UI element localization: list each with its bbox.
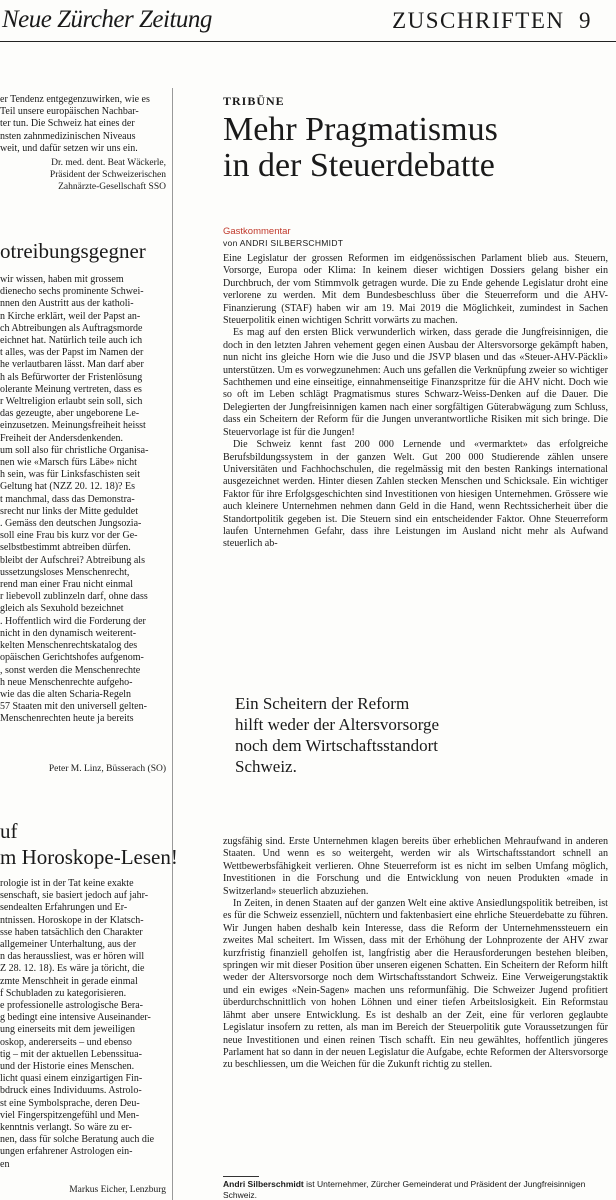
paragraph: zugsfähig sind. Erste Unternehmen klagen bereits über erheblichen Mehraufwand in anderen Staaten. Und wenn es so weitergeht, werden wir als Wirtschaftsstandort schnell an Wettbewerbsfähigkeit verlieren. Ohne Steuerreform ist es nicht im selben Umfang möglich, Investitionen in die Forschung und die Entwicklung von neuen Produkten «made in Switzerland» steuerlich abzuziehen.	[223, 836, 608, 897]
article-body-bottom	[223, 836, 608, 1072]
pull-quote: Ein Scheitern der Reform hilft weder der Altersvorsorge noch dem Wirtschaftsstandort Schweiz.	[235, 694, 440, 776]
page-number: 9	[579, 8, 592, 33]
article-headline: Mehr Pragmatismus in der Steuerdebatte	[223, 111, 498, 184]
article-byline: von ANDRI SILBERSCHMIDT	[223, 238, 344, 248]
masthead	[0, 0, 616, 44]
paragraph: In Zeiten, in denen Staaten auf der ganzen Welt eine aktive Ansiedlungspolitik betreiben, ist es für die Schweiz essenziell, nüchtern und faktenbasiert eine ehrliche Steuerdebatte zu führen. Wir Jungen haben deshalb kein Interesse, dass die Reform der Unternehmenssteuern ein zweites Mal scheitert. Im Wissen, dass mit der Erhöhung der Lohnprozente der AHV zwar kurzfristig finanziell geholfen ist, langfristig aber die Herausforderungen bestehen bleiben, springen wir mit dieser Position über unseren eigenen Schatten. Ein Scheitern der Reform hilft weder der Altersvorsorge noch dem Wirtschaftsstandort Schweiz. Eine Verweigerungstaktik und ein ewiges «Nein-Sagen» machen uns reformunfähig. Die Schweizer Jugend profitiert überdurchschnittlich von hohen Löhnen und einer tiefen Arbeitslosigkeit. Ein Reformstau lähmt aber unsere Entwicklung. Es ist deshalb an der Zeit, eine für verloren geglaubte Legislatur insofern zu retten, als man im Bereich der Steuerpolitik gute Voraussetzungen für neue Investitionen und einen reinen Tisch schafft. Ein neu gewähltes, hoffentlich jüngeres Parlament hat so dann in der neuen Legislatur die Aufgabe, echte Reformen der Altersvorsorge zu beschliessen, um die Weichen für die Zukunft richtig zu stellen.	[223, 898, 608, 1071]
section-label: ZUSCHRIFTEN	[392, 8, 565, 33]
column-divider	[172, 88, 173, 1200]
paragraph: Eine Legislatur der grossen Reformen im eidgenössischen Parlament blieb aus. Steuern, Vorsorge, Europa oder Klima: In keinem dieser wichtigen Dossiers gelang bisher ein Durchbruch, der vom Stimmvolk getragen wurde. Die zu Ende gehende Legislatur droht eine verlorene zu werden. Mit dem Bundesbeschluss über die Steuerreform und die AHV-Finanzierung (STAF) haben wir am 19. Mai 2019 die Möglichkeit, zumindest in Sachen Steuerpolitik einen wichtigen Schritt vorwärts zu machen.	[223, 253, 608, 327]
paragraph: Die Schweiz kennt fast 200 000 Lernende und «vermarktet» das erfolgreiche Berufsbildungssystem in der ganzen Welt. Gut 200 000 Studierende zählen unsere Universitäten und Fachhochschulen, die regelmässig mit den besten Rankings international ausgezeichnet werden. Hinter diesen Zahlen stecken Menschen und Schicksale. Ein wichtiger Faktor für ihre Erfolgsgeschichten sind Investitionen von hiesigen Unternehmen. Grössere wie auch kleinere Unternehmen nehmen dann Geld in die Hand, wenn Rechtssicherheit über die Standortpolitik gegeben ist. Die Steuern sind ein entscheidender Faktor. Ohne Steuerreform laufen Unternehmen Gefahr, dass ihre Leistungen im Ausland nicht mehr als Aufwand steuerlich ab-	[223, 439, 608, 550]
author-note	[223, 1179, 608, 1200]
letter-3-heading: uf m Horoskope-Lesen!	[0, 819, 178, 869]
letter-2-signature: Peter M. Linz, Büsserach (SO)	[48, 764, 166, 774]
article-body-top	[223, 253, 608, 551]
newspaper-name: Neue Zürcher Zeitung	[2, 6, 212, 33]
article-label: Gastkommentar	[223, 226, 291, 237]
letter-3-signature: Markus Eicher, Lenzburg	[69, 1185, 166, 1195]
letter-3-text: rologie ist in der Tat keine exakte senschaft, sie basiert jedoch auf jahr- sendealten Erfahrungen und Er- ntnissen. Horoskope in der Klatsch- sse haben tatsächlich den Charakter allgemeiner Unterhaltung, aus der n das heraussliest, was er hören will Z 28. 12. 18). Es wäre ja töricht, die zmte Menschheit in gerade einmal f Schubladen zu kategorisieren. e professionelle astrologische Bera- g bedingt eine intensive Auseinander- ung einerseits mit dem jeweiligen oskop, andererseits – und ebenso tig – mit der aktuellen Lebenssitua- und der Historie eines Menschen. licht quasi einem einzigartigen Fin- bdruck eines Individuums. Astrolo- st eine Symbolsprache, deren Deu- viel Fingerspitzengefühl und Men- kenntnis verlangt. So wäre zu er- nen, dass für solche Beratung auch die ungen erfahrener Astrologen ein- en	[0, 878, 155, 1170]
letter-2-text: wir wissen, haben mit grossem dienecho sechs prominente Schwei- nnen den Austritt aus der katholi- n Kirche erklärt, weil der Papst an- ch Abtreibungen als Auftragsmorde eichnet hat. Natürlich teile auch ich t alles, was der Papst im Namen der he verlautbaren lässt. Man darf aber h als Befürworter der Fristenlösung olerante Meinung vertreten, dass es r Weltreligion erlaubt sein soll, sich das gezeugte, aber ungeborene Le- einzusetzen. Meinungsfreiheit heisst Freiheit der Andersdenkenden. um soll also für christliche Organisa- nen wie «Marsch fürs Läbe» nicht h sein, was für Linksfaschisten seit Geltung hat (NZZ 20. 12. 18)? Es t manchmal, dass das Demonstra- srecht nur links der Mitte geduldet . Gemäss den deutschen Jungsozia- soll eine Frau bis kurz vor der Ge- selbstbestimmt abtreiben dürfen. bleibt der Aufschrei? Abtreibung als ussetzungsloses Menschenrecht, rend man einer Frau nicht einmal r liebevoll zublinzeln darf, ohne dass gleich als Sexuhold bezeichnet . Hoffentlich wird die Forderung der nicht in den dynamisch weiterent- kelten Menschenrechtskatalog des opäischen Gerichtshofes aufgenom- , sonst werden die Menschenrechte h neue Menschenrechte aufgeho- wie das die alten Scharia-Regeln 57 Staaten mit den universell gelten- Menschenrechten heute ja bereits	[0, 274, 149, 725]
author-name: Andri Silberschmidt	[223, 1179, 304, 1189]
paragraph: Es mag auf den ersten Blick verwunderlich wirken, dass gerade die Jungfreisinnigen, die doch in den letzten Jahren vehement gegen einen Ausbau der Altersvorsorge gekämpft haben, nun nicht ins gleiche Horn wie die Juso und die JSVP blasen und das «Steuer-AHV-Päckli» unterstützen. Um es vorwegzunehmen: Auch uns gefallen die Verknüpfung zweier so wichtiger Sachthemen und eine einseitige, einnahmenseitige Finanzspritze für die AHV nicht. Doch wie so oft im Leben schlägt Pragmatismus stures Schwarz-Weiss-Denken auf die Dauer. Die Delegierten der Jungfreisinnigen kamen nach einer sorgfältigen Güterabwägung zum Schluss, dass ein Scheitern der Reform für die Jungen unverantwortliche Risiken mit sich bringe. Die Steuervorlage ist für die Jungen!	[223, 327, 608, 438]
author-bio: ist Unternehmer, Zürcher Gemeinderat und Präsident der Jungfreisinnigen Schweiz.	[223, 1179, 586, 1200]
article-kicker: TRIBÜNE	[223, 94, 285, 108]
letter-1-signature: Dr. med. dent. Beat Wäckerle, Präsident der Schweizerischen Zahnärzte-Gesellschaft SSO	[49, 158, 166, 193]
masthead-rule	[0, 41, 616, 42]
section-title	[392, 8, 592, 34]
letter-2-heading: otreibungsgegner	[0, 239, 146, 263]
letter-1-text: er Tendenz entgegenzuwirken, wie es Teil unsere europäischen Nachbar- ter tun. Die Schweiz hat eines der nsten zahnmedizinischen Niveaus weit, und dafür setzen wir uns ein.	[0, 94, 150, 154]
author-rule	[223, 1176, 259, 1177]
